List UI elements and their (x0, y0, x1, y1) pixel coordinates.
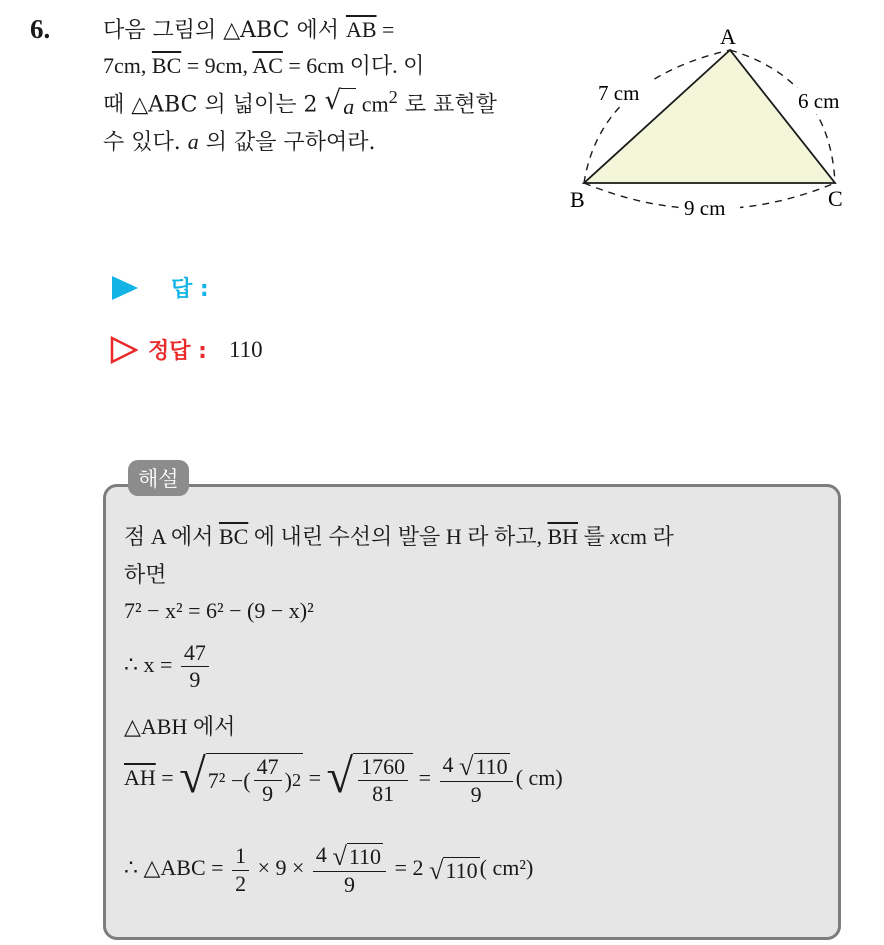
denominator: 9 (262, 781, 274, 807)
sqrt-110: √ 110 (428, 854, 478, 885)
q-text: 수 있다. (103, 129, 188, 155)
equation-5: $\overline{AH}$ = √ 7² − ( $\frac{47}{9}$ ) 2 = √ $\frac{1760}{81}$ = 4 √ 110 9 ( cm) (124, 749, 563, 807)
label-a: A (720, 24, 736, 49)
fraction: 4 √ 110 9 (313, 842, 386, 898)
coef: 4 (315, 842, 333, 867)
correct-answer-label: 정답 : (148, 339, 207, 364)
outline-triangle-icon (110, 336, 138, 364)
q-text: 때 △ABC 의 넓이는 2 (103, 92, 325, 118)
label-c: C (828, 186, 843, 211)
solution-line-2: 하면 (124, 562, 167, 587)
q-text: = 9cm, (181, 53, 253, 79)
segment-bc: $\overline{BC}$ (151, 53, 182, 79)
correct-answer-row (110, 334, 263, 365)
eq-text: = 2 (389, 855, 429, 881)
denominator: 81 (372, 781, 395, 807)
var-a: a (187, 128, 199, 154)
root-value: 110 (445, 857, 478, 883)
eq-text: ∴ △ABC = (124, 855, 230, 881)
segment-bh: $\overline{BH}$ (547, 524, 579, 549)
answer-label: 답 : (171, 277, 209, 302)
eq-text: 7² − (207, 767, 244, 793)
equation-2 (124, 640, 212, 694)
q-text: cm (356, 91, 389, 117)
q-text: 7cm, (103, 53, 152, 79)
q-text: = 6cm 이다. 이 (282, 53, 425, 79)
segment-ac: $\overline{AC}$ (252, 53, 283, 79)
unit: ( cm) (515, 765, 563, 791)
sol-text: cm 라 (620, 524, 674, 549)
label-bc-length: 9 cm (684, 196, 726, 220)
denominator: 9 (343, 871, 355, 897)
numerator: 1 (232, 843, 249, 870)
eq-text: × 9 × (252, 855, 310, 881)
numerator: 47 (181, 640, 209, 667)
sol-text: 점 A 에서 (124, 524, 219, 549)
fraction: 4 √ 110 9 (440, 752, 513, 808)
sqrt-a: √ a (324, 88, 356, 124)
play-triangle-icon (112, 276, 138, 300)
unit: ( cm²) (479, 855, 534, 881)
triangle-figure (560, 20, 860, 225)
sol-text: 에 내린 수선의 발을 H 라 하고, (248, 524, 548, 549)
q-text: 의 값을 구하여라. (198, 129, 376, 155)
solution-tab: 해설 (128, 460, 189, 496)
fraction (358, 754, 408, 808)
label-ab-length: 7 cm (598, 81, 640, 105)
numerator: 1760 (358, 754, 408, 781)
fraction (232, 843, 249, 897)
triangle-abc (584, 50, 835, 183)
question-text (103, 12, 538, 160)
equation-6 (124, 842, 533, 898)
root-value: 110 (475, 754, 508, 780)
solution-line-4: △ABH 에서 (124, 714, 236, 739)
segment-ab: $\overline{AB}$ (345, 17, 377, 42)
label-b: B (570, 187, 585, 212)
correct-answer-value: 110 (228, 336, 263, 362)
question-number: 6. (30, 14, 51, 44)
fraction (181, 640, 209, 694)
segment-bc: $\overline{BC}$ (218, 524, 249, 549)
equation-1: 7² − x² = 6² − (9 − x)² (124, 598, 314, 623)
root-value: 110 (348, 844, 382, 870)
answer-row (112, 272, 209, 303)
q-text: 다음 그림의 △ABC 에서 (103, 18, 346, 43)
q-text: 로 표현할 (397, 92, 497, 118)
sqrt-fraction: √ $\frac{1760}{81}$ (327, 753, 414, 808)
q-text: = (376, 17, 395, 42)
sqrt-a-value: a (341, 88, 356, 124)
sqrt-expression: √ 7² − ( $\frac{47}{9}$ ) 2 (179, 749, 302, 807)
denominator: 9 (189, 667, 201, 693)
solution-line-1 (124, 520, 674, 551)
denominator: 9 (470, 781, 482, 807)
label-ac-length: 6 cm (798, 89, 840, 113)
sol-text: 를 (578, 524, 611, 549)
q-sup: 2 (388, 87, 398, 108)
segment-ah: $\overline{AH}$ (124, 765, 156, 791)
coef: 4 (442, 752, 460, 777)
var-x: x (610, 524, 621, 549)
eq-text: ∴ x = (124, 651, 178, 677)
denominator: 2 (235, 870, 247, 896)
numerator: 47 (254, 754, 282, 781)
fraction (254, 754, 282, 808)
